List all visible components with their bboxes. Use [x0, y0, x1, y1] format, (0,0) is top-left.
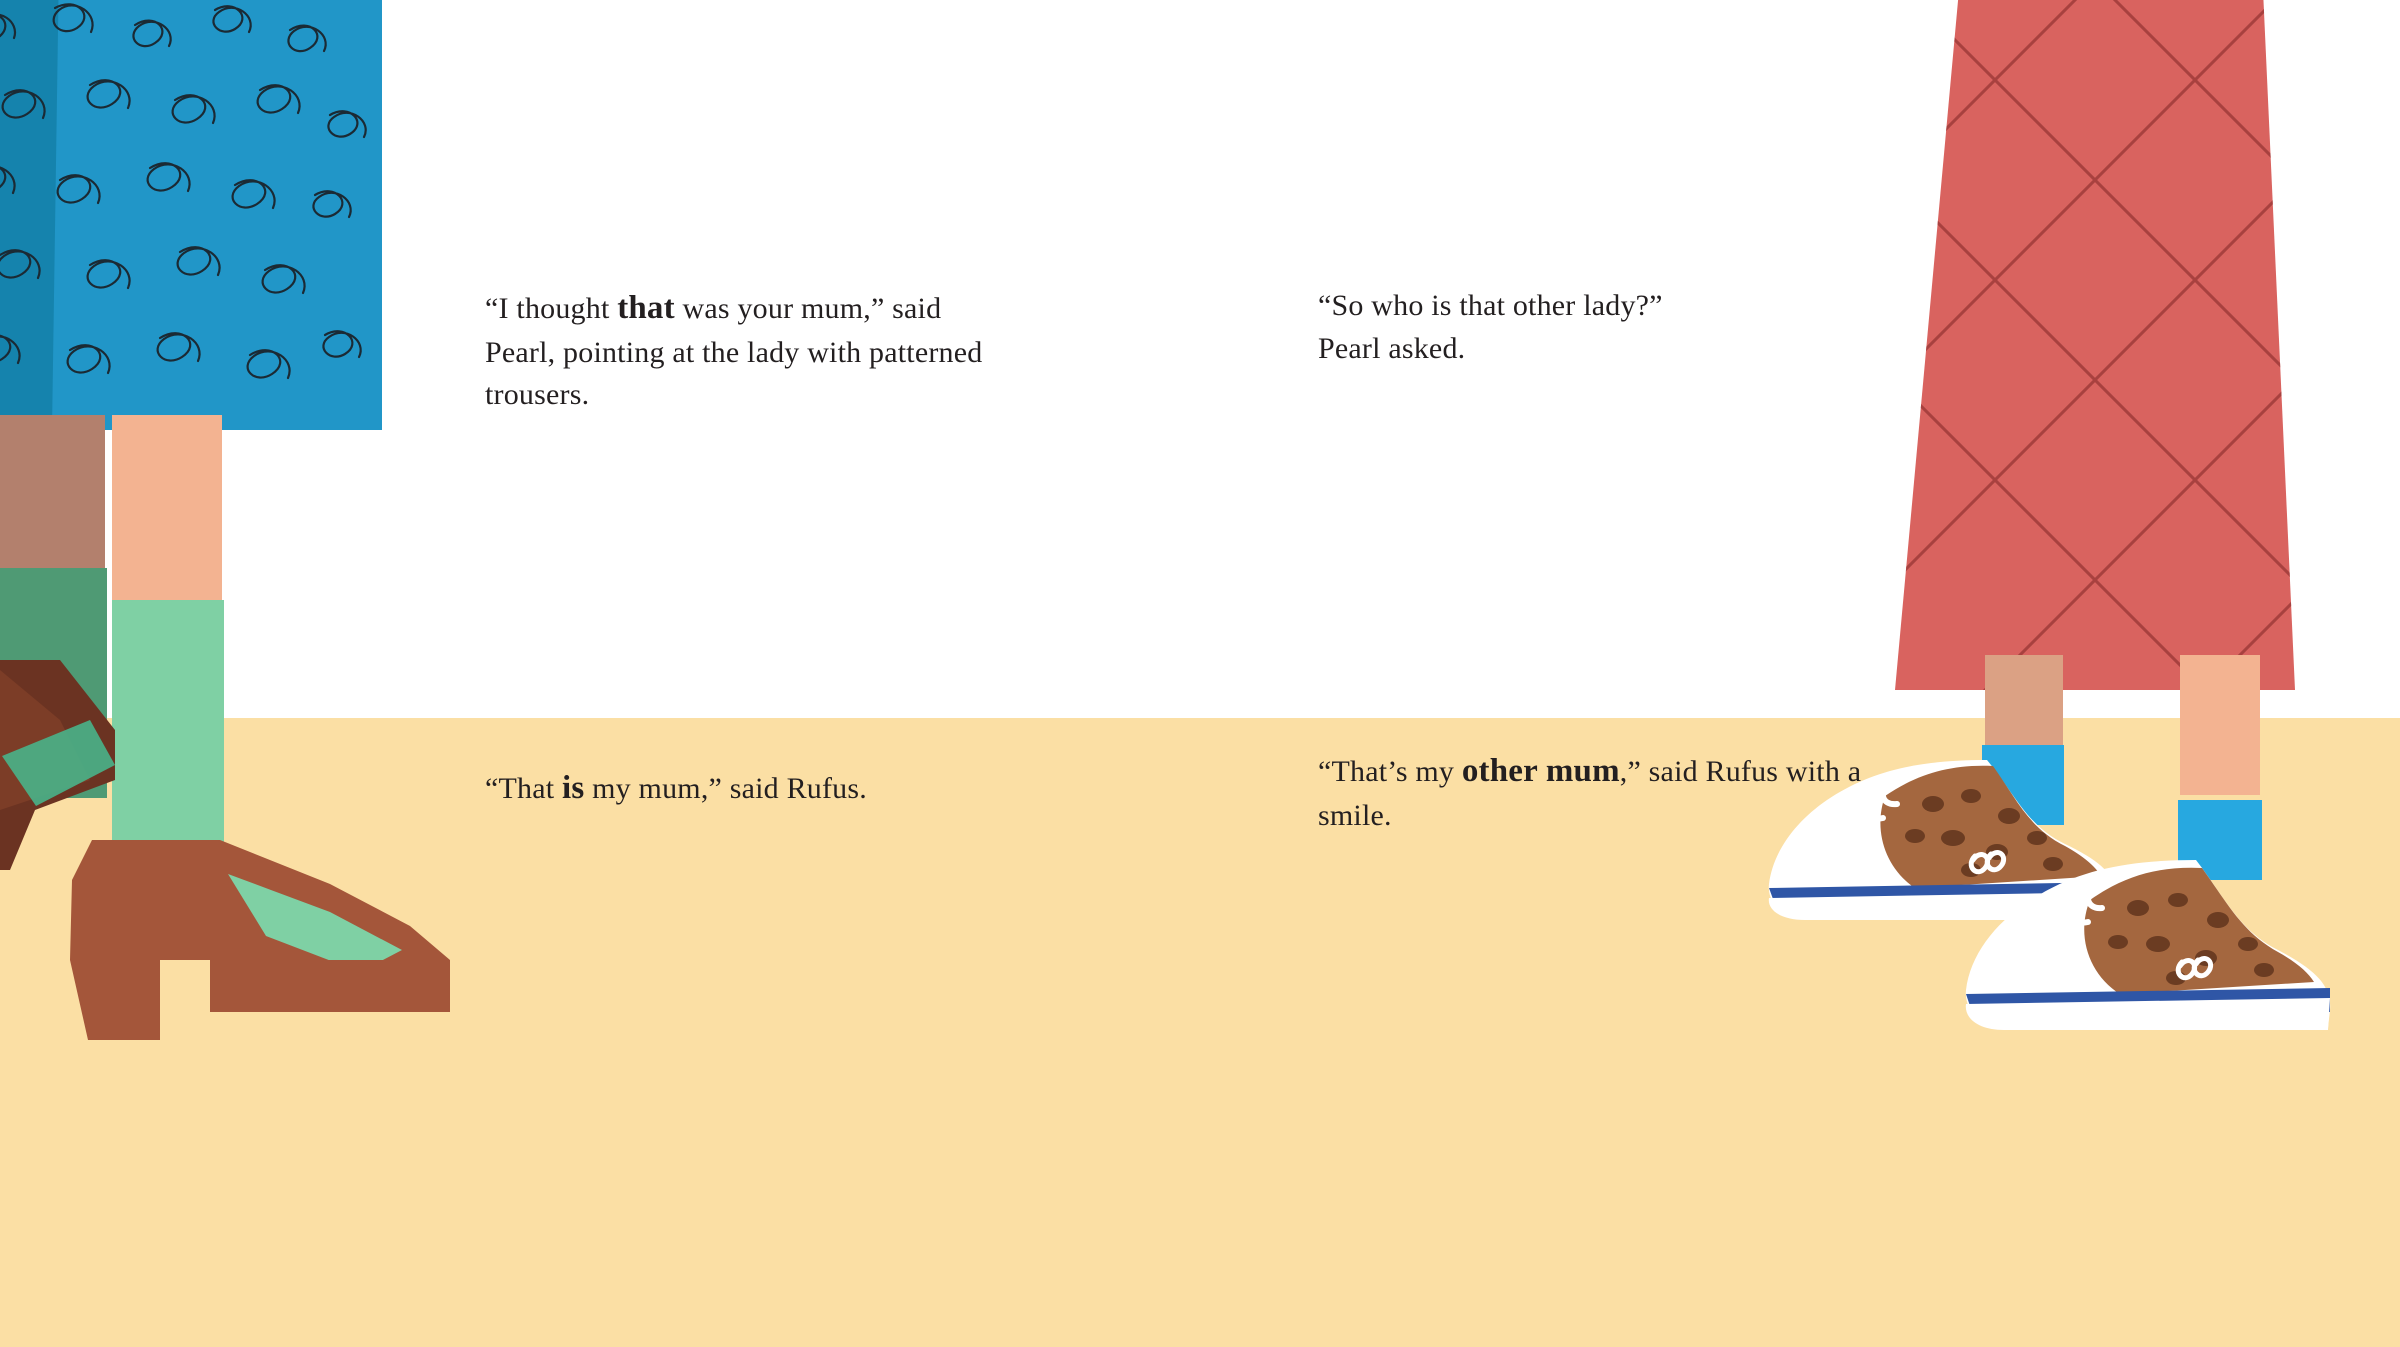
caption-left-bottom: [485, 765, 1045, 812]
caption-left-top-part1: “I thought: [485, 292, 618, 325]
left-figure-back-sandal-icon: [0, 660, 230, 870]
caption-right-top: [1318, 285, 1838, 370]
caption-right-bottom-emphasis: other mum: [1461, 753, 1620, 789]
caption-left-bottom-part2: my mum,” said Rufus.: [584, 772, 867, 805]
caption-right-top-line2: Pearl asked.: [1318, 331, 1466, 365]
caption-left-bottom-part1: “That: [485, 772, 562, 805]
caption-left-top: [485, 285, 1005, 417]
caption-left-top-emphasis: that: [617, 290, 675, 326]
caption-right-top-line1: “So who is that other lady?”: [1318, 289, 1663, 322]
left-figure-front-sandal-icon: [30, 840, 450, 1040]
caption-left-bottom-emphasis: is: [562, 770, 585, 806]
right-figure-front-leg-skin: [2180, 655, 2260, 795]
right-figure-front-sneaker-icon: [1960, 860, 2340, 1060]
caption-right-bottom-part1: “That’s my: [1318, 755, 1462, 788]
caption-right-bottom: [1318, 748, 1878, 837]
red-skirt: [1895, 0, 2295, 690]
left-figure-front-leg-skin: [112, 415, 222, 615]
caption-left-top-part2: was your mum,” said Pearl, pointing at the lady with patterned trousers.: [485, 292, 983, 412]
caption-right-bottom-part2: ,” said Rufus with a smile.: [1318, 755, 1862, 832]
blue-trouser-front-leg: [52, 0, 382, 430]
